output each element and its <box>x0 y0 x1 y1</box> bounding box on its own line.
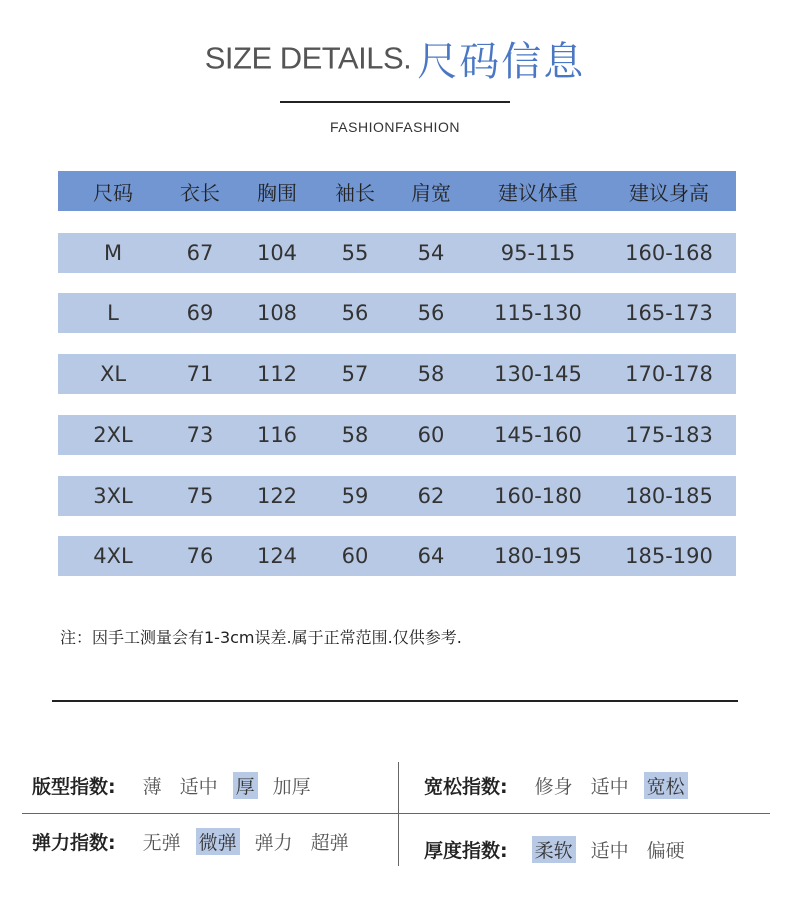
subtitle: FASHIONFASHION <box>330 119 460 135</box>
option: 超弹 <box>310 832 349 854</box>
fit-index-label: 版型指数: <box>32 776 116 798</box>
elasticity-index-label: 弹力指数: <box>32 832 116 854</box>
table-cell: 56 <box>341 301 369 325</box>
option: 适中 <box>179 776 218 798</box>
table-row <box>58 536 736 576</box>
divider <box>52 700 738 702</box>
divider <box>398 762 399 866</box>
option-selected: 微弹 <box>196 828 240 855</box>
table-row <box>58 293 736 333</box>
table-cell: 180-195 <box>494 544 582 568</box>
table-cell: 58 <box>417 362 445 386</box>
table-cell: 71 <box>186 362 214 386</box>
option-selected: 厚 <box>233 772 258 799</box>
option-selected: 柔软 <box>532 836 576 863</box>
elasticity-index <box>32 828 364 855</box>
divider <box>22 813 770 814</box>
table-cell: 124 <box>256 544 298 568</box>
table-cell: 175-183 <box>625 423 713 447</box>
table-cell: 108 <box>256 301 298 325</box>
table-cell: 58 <box>341 423 369 447</box>
title-chinese: 尺码信息 <box>417 39 586 85</box>
table-cell: 73 <box>186 423 214 447</box>
table-cell: 56 <box>417 301 445 325</box>
column-header: 建议身高 <box>629 180 709 205</box>
table-cell: 115-130 <box>494 301 582 325</box>
table-cell: 54 <box>417 241 445 265</box>
fit-index <box>32 772 326 799</box>
thickness-index <box>424 836 700 863</box>
header <box>0 30 790 87</box>
table-cell: 55 <box>341 241 369 265</box>
column-header: 胸围 <box>257 180 297 205</box>
table-row <box>58 415 736 455</box>
table-cell: 104 <box>256 241 298 265</box>
table-cell: 160-180 <box>494 484 582 508</box>
table-cell: 185-190 <box>625 544 713 568</box>
table-cell: 95-115 <box>500 241 576 265</box>
table-row <box>58 476 736 516</box>
size-cell: 4XL <box>93 544 133 568</box>
option: 无弹 <box>142 832 181 854</box>
option: 弹力 <box>254 832 293 854</box>
table-cell: 60 <box>341 544 369 568</box>
option: 加厚 <box>272 776 311 798</box>
thickness-index-label: 厚度指数: <box>424 840 508 862</box>
measurement-note: 注：因手工测量会有1-3cm误差.属于正常范围.仅供参考. <box>60 628 462 647</box>
table-cell: 57 <box>341 362 369 386</box>
table-cell: 116 <box>256 423 298 447</box>
column-header: 建议体重 <box>498 180 578 205</box>
table-cell: 67 <box>186 241 214 265</box>
title-underline <box>280 101 510 103</box>
size-cell: M <box>103 241 123 265</box>
table-header-row <box>58 171 736 211</box>
looseness-index-label: 宽松指数: <box>424 776 508 798</box>
option: 适中 <box>590 840 629 862</box>
looseness-index <box>424 772 700 799</box>
table-row <box>58 233 736 273</box>
column-header: 肩宽 <box>411 180 451 205</box>
column-header: 衣长 <box>180 180 220 205</box>
table-cell: 112 <box>256 362 298 386</box>
table-cell: 60 <box>417 423 445 447</box>
table-cell: 145-160 <box>494 423 582 447</box>
size-cell: 3XL <box>93 484 133 508</box>
table-cell: 122 <box>256 484 298 508</box>
size-cell: L <box>107 301 119 325</box>
option-selected: 宽松 <box>644 772 688 799</box>
table-cell: 165-173 <box>625 301 713 325</box>
table-cell: 64 <box>417 544 445 568</box>
table-row <box>58 354 736 394</box>
table-cell: 59 <box>341 484 369 508</box>
table-cell: 180-185 <box>625 484 713 508</box>
table-cell: 76 <box>186 544 214 568</box>
option: 偏硬 <box>646 840 685 862</box>
column-header: 袖长 <box>335 180 375 205</box>
option: 修身 <box>534 776 573 798</box>
table-cell: 62 <box>417 484 445 508</box>
option: 薄 <box>142 776 162 798</box>
table-cell: 75 <box>186 484 214 508</box>
table-cell: 170-178 <box>625 362 713 386</box>
table-cell: 130-145 <box>494 362 582 386</box>
size-cell: XL <box>99 362 127 386</box>
option: 适中 <box>590 776 629 798</box>
size-cell: 2XL <box>93 423 133 447</box>
column-header: 尺码 <box>93 180 133 205</box>
table-cell: 69 <box>186 301 214 325</box>
title-english: SIZE DETAILS. <box>204 40 412 76</box>
table-cell: 160-168 <box>625 241 713 265</box>
